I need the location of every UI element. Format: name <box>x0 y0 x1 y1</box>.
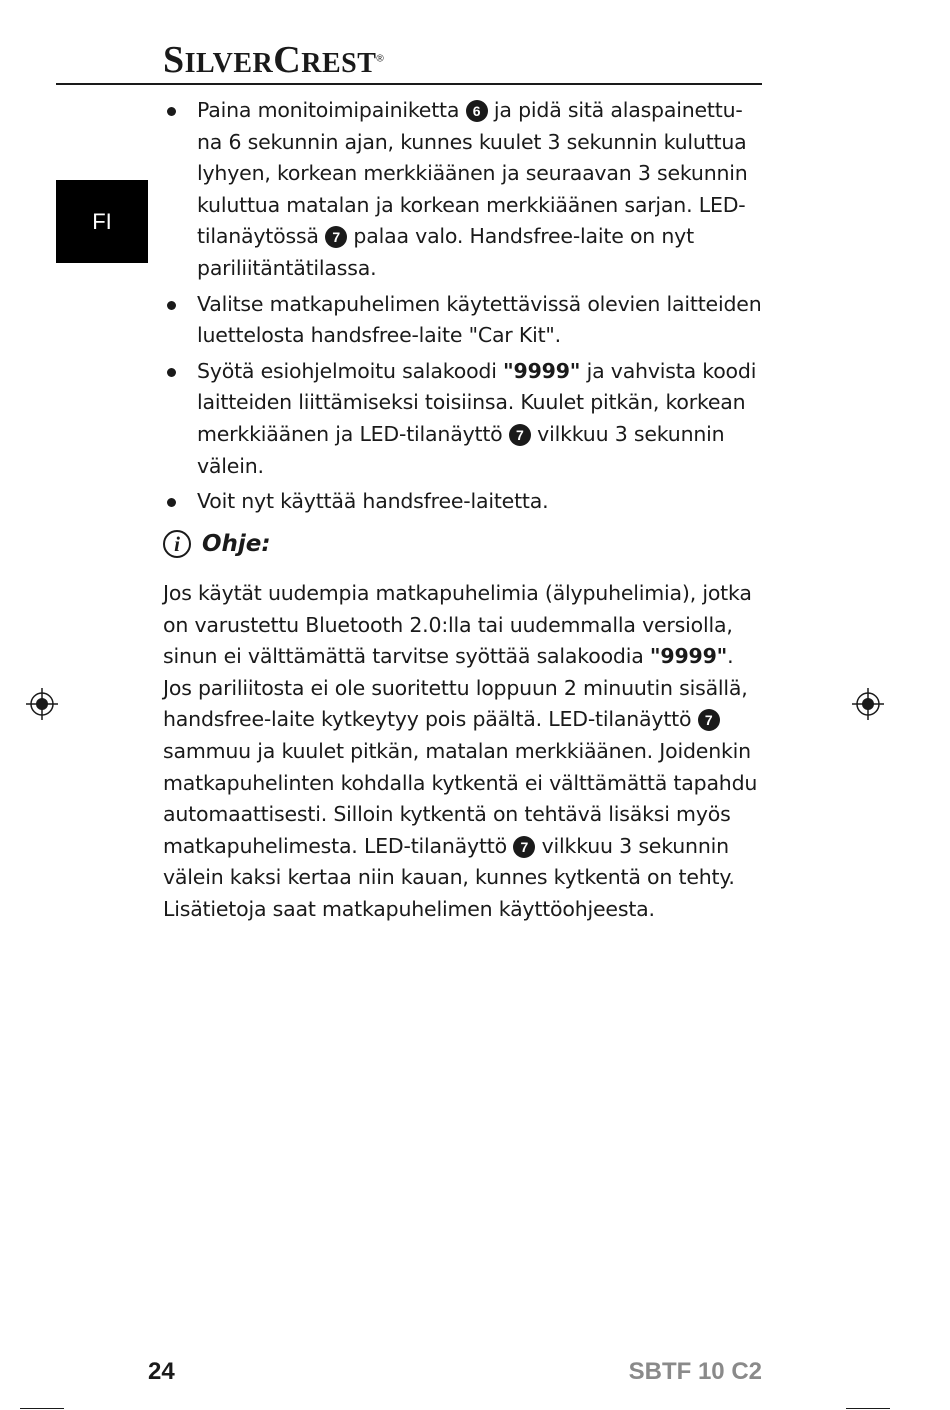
ref-number-badge: 7 <box>325 226 347 248</box>
list-item: Paina monitoimipainiketta 6 ja pidä sitä alaspainettu-na 6 sekunnin ajan, kunnes kuulet 3 sekunnin kuluttua lyhyen, korkean merkkiäänen ja seuraavan 3 sekunnin kuluttua matalan ja korkean merkkiäänen sarjan. LED-tilanäytössä 7 palaa valo. Handsfree-laite on nyt pariliitäntätilassa. <box>163 95 763 285</box>
page-number: 24 <box>148 1358 175 1385</box>
model-number: SBTF 10 C2 <box>628 1358 762 1385</box>
language-tab <box>56 180 148 263</box>
ref-number-badge: 6 <box>466 100 488 122</box>
passcode: "9999" <box>649 644 728 669</box>
header-rule <box>56 83 762 85</box>
ref-number-badge: 7 <box>698 709 720 731</box>
crop-mark <box>20 1408 64 1409</box>
brand-logo: SILVERCREST® <box>163 39 385 81</box>
note-body: Jos käytät uudempia matkapuhelimia (älypuhelimia), jotka on varustettu Bluetooth 2.0:lla tai uudemmalla versiolla, sinun ei välttämättä tarvitse syöttää salakoodia "9999". Jos pariliitosta ei ole suoritettu loppuun 2 minuutin sisällä, handsfree-laite kytkeytyy pois päältä. LED-tilanäyttö 7 sammuu ja kuulet pitkän, matalan merkkiäänen. Joidenkin matkapuhelinten kohdalla kytkentä ei välttämättä tapahdu automaattisesti. Silloin kytkentä on tehtävä lisäksi myös matkapuhelimesta. LED-tilanäyttö 7 vilkkuu 3 sekunnin välein kaksi kertaa niin kauan, kunnes kytkentä on tehty. Lisätietoja saat matkapuhelimen käyttöohjeesta. <box>163 581 758 921</box>
note-title: Ohje: <box>202 531 271 557</box>
crop-mark <box>846 1408 890 1409</box>
registration-mark-icon <box>26 688 58 720</box>
info-icon: i <box>163 530 191 558</box>
language-label: FI <box>92 208 112 234</box>
note-heading <box>163 530 271 558</box>
list-item: Valitse matkapuhelimen käytettävissä olevien laitteiden luettelosta handsfree-laite "Car Kit". <box>163 289 763 352</box>
instruction-list <box>163 95 763 522</box>
passcode: "9999" <box>503 358 581 383</box>
ref-number-badge: 7 <box>509 424 531 446</box>
ref-number-badge: 7 <box>513 836 535 858</box>
list-item: Voit nyt käyttää handsfree-laitetta. <box>163 486 763 518</box>
registration-mark-icon <box>852 688 884 720</box>
list-item: Syötä esiohjelmoitu salakoodi "9999" ja vahvista koodi laitteiden liittämiseksi toisiinsa. Kuulet pitkän, korkean merkkiäänen ja LED-tilanäyttö 7 vilkkuu 3 sekunnin välein. <box>163 356 763 482</box>
